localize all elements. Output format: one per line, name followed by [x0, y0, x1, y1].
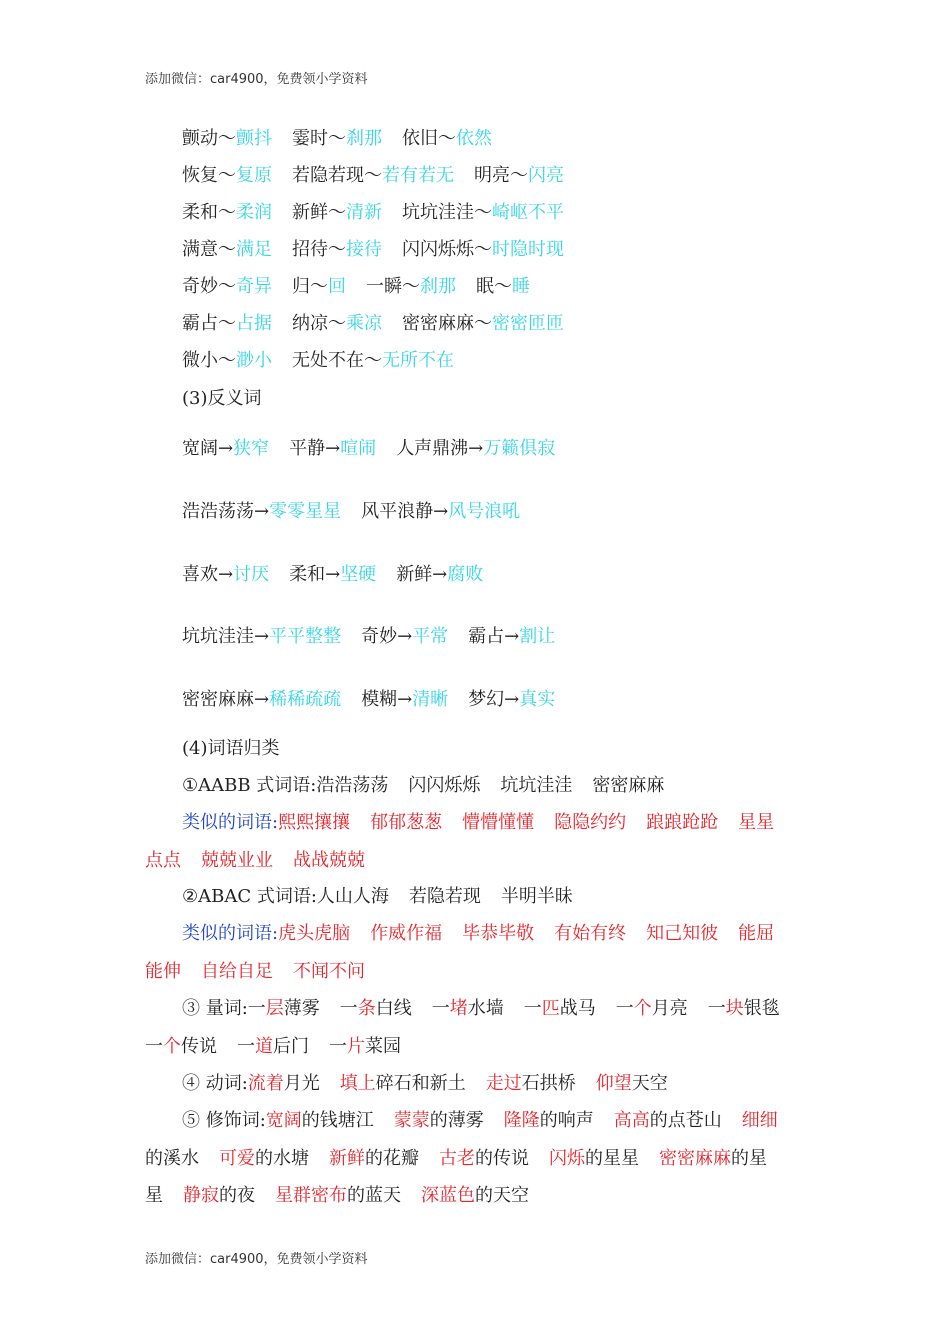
- noun: 传说: [181, 1036, 217, 1057]
- synonym-line: [182, 272, 530, 298]
- word: 毕恭毕敬: [462, 923, 535, 944]
- word: 星星: [738, 812, 775, 833]
- label: ②ABAC 式词语:: [182, 886, 317, 907]
- aabb-similar-line: [182, 808, 774, 834]
- answer: 满足: [236, 239, 272, 260]
- answer: 喧闹: [340, 438, 377, 459]
- modifier: 隆隆: [503, 1110, 540, 1131]
- word: 新鲜→: [396, 564, 448, 585]
- label: ⑤ 修饰词:: [182, 1110, 266, 1131]
- answer: 占据: [236, 313, 272, 334]
- noun: 的天空: [475, 1185, 529, 1206]
- answer: 回: [328, 276, 346, 297]
- object: 天空: [631, 1073, 668, 1094]
- aabb-line: [182, 771, 664, 797]
- answer: 柔润: [236, 202, 272, 223]
- modifier: 可爱: [219, 1148, 255, 1169]
- noun: 的夜: [219, 1185, 255, 1206]
- word: 平静→: [289, 438, 341, 459]
- num: 一: [247, 998, 266, 1019]
- verb: 走过: [485, 1073, 522, 1094]
- measure-word: 个: [163, 1036, 181, 1057]
- modifier: 蒙蒙: [393, 1110, 430, 1131]
- word: 纳凉～: [292, 313, 346, 334]
- modifiers-line-2: [145, 1144, 767, 1170]
- modifier: 宽阔: [265, 1110, 302, 1131]
- word: 一瞬～: [366, 276, 420, 297]
- measure-word: 个: [633, 998, 652, 1019]
- num: 一: [615, 998, 634, 1019]
- noun: 的钱塘江: [301, 1110, 374, 1131]
- word: 不闻不问: [293, 961, 365, 982]
- verb: 流着: [247, 1073, 284, 1094]
- answer: 复原: [236, 165, 272, 186]
- measure-word: 片: [347, 1036, 365, 1057]
- word: 有始有终: [554, 923, 627, 944]
- modifier: 密密麻麻: [659, 1148, 731, 1169]
- page-footer: 添加微信：car4900，免费领小学资料: [145, 1252, 368, 1267]
- object: 碎石和新土: [375, 1073, 466, 1094]
- word: 霎时～: [292, 128, 346, 149]
- measure-line-2: [145, 1032, 401, 1058]
- synonym-line: [182, 309, 564, 335]
- num: 一: [329, 1036, 347, 1057]
- noun: 水墙: [467, 998, 504, 1019]
- word: 密密麻麻～: [402, 313, 492, 334]
- synonym-line: [182, 346, 454, 372]
- modifier: 高高: [613, 1110, 650, 1131]
- word: 闪闪烁烁: [408, 775, 481, 796]
- noun: 的星星: [585, 1148, 639, 1169]
- answer: 万籁俱寂: [483, 438, 556, 459]
- word: 柔和～: [182, 202, 236, 223]
- word: 人声鼎沸→: [396, 438, 484, 459]
- category-heading: (4)词语归类: [182, 738, 280, 759]
- antonym-heading: (3)反义词: [182, 388, 262, 409]
- verb: 仰望: [595, 1073, 632, 1094]
- noun: 战马: [559, 998, 596, 1019]
- synonym-line: [182, 198, 564, 224]
- antonym-line: [182, 497, 520, 523]
- antonym-line: [182, 434, 555, 460]
- word: 归～: [292, 276, 328, 297]
- similar-label: 类似的词语:: [182, 812, 279, 833]
- modifier: 星群密布: [275, 1185, 347, 1206]
- answer: 睡: [512, 276, 530, 297]
- noun: 的花瓣: [365, 1148, 419, 1169]
- word: 新鲜～: [292, 202, 346, 223]
- word: 自给自足: [201, 961, 273, 982]
- answer: 乘凉: [346, 313, 382, 334]
- word: 眠～: [476, 276, 512, 297]
- answer: 平常: [412, 626, 449, 647]
- answer: 崎岖不平: [492, 202, 564, 223]
- measure-word: 块: [725, 998, 744, 1019]
- noun: 的点苍山: [649, 1110, 722, 1131]
- word: 踉踉跄跄: [646, 812, 719, 833]
- num: 一: [707, 998, 726, 1019]
- word: 知己知彼: [646, 923, 719, 944]
- word: 闪闪烁烁～: [402, 239, 492, 260]
- word: 模糊→: [361, 689, 413, 710]
- word: 梦幻→: [468, 689, 520, 710]
- measure-word: 匹: [541, 998, 560, 1019]
- word: 喜欢→: [182, 564, 234, 585]
- answer: 时隐时现: [492, 239, 564, 260]
- word: 兢兢业业: [201, 850, 273, 871]
- word: 若隐若现～: [292, 165, 382, 186]
- num: 一: [237, 1036, 255, 1057]
- word: 坑坑洼洼～: [402, 202, 492, 223]
- modifiers-line: [182, 1106, 778, 1132]
- noun: 的蓝天: [347, 1185, 401, 1206]
- noun: 的星: [731, 1148, 767, 1169]
- abac-similar-line: [182, 919, 774, 945]
- word: 奇妙～: [182, 276, 236, 297]
- answer: 坚硬: [340, 564, 377, 585]
- word: 能屈: [738, 923, 775, 944]
- word: 微小～: [182, 350, 236, 371]
- modifier: 闪烁: [549, 1148, 585, 1169]
- answer: 清晰: [412, 689, 449, 710]
- synonym-line: [182, 235, 564, 261]
- num: 一: [339, 998, 358, 1019]
- noun: 白线: [375, 998, 412, 1019]
- word: 坑坑洼洼→: [182, 626, 270, 647]
- label: ①AABB 式词语:: [182, 775, 317, 796]
- answer: 真实: [519, 689, 556, 710]
- num: 一: [431, 998, 450, 1019]
- object: 月光: [283, 1073, 320, 1094]
- noun: 星: [145, 1185, 163, 1206]
- noun: 的薄雾: [429, 1110, 484, 1131]
- word: 半明半昧: [500, 886, 573, 907]
- answer: 无所不在: [382, 350, 454, 371]
- answer: 若有若无: [382, 165, 454, 186]
- word: 宽阔→: [182, 438, 234, 459]
- label: ③ 量词:: [182, 998, 248, 1019]
- answer: 刹那: [346, 128, 382, 149]
- answer: 接待: [346, 239, 382, 260]
- abac-similar-line-2: [145, 957, 365, 983]
- synonym-line: [182, 161, 564, 187]
- noun: 的水塘: [255, 1148, 309, 1169]
- noun: 后门: [273, 1036, 309, 1057]
- answer: 平平整整: [269, 626, 342, 647]
- word: 点点: [145, 850, 181, 871]
- object: 石拱桥: [521, 1073, 576, 1094]
- modifier: 古老: [439, 1148, 475, 1169]
- modifier: 深蓝色: [421, 1185, 475, 1206]
- answer: 讨厌: [233, 564, 270, 585]
- modifier: 静寂: [183, 1185, 219, 1206]
- measure-word: 条: [357, 998, 376, 1019]
- answer: 奇异: [236, 276, 272, 297]
- word: 风平浪静→: [361, 501, 449, 522]
- answer: 颤抖: [236, 128, 272, 149]
- synonym-line: [182, 124, 492, 150]
- answer: 刹那: [420, 276, 456, 297]
- word: 浩浩荡荡→: [182, 501, 270, 522]
- noun: 薄雾: [283, 998, 320, 1019]
- noun: 菜园: [365, 1036, 401, 1057]
- modifiers-line-3: [145, 1181, 529, 1207]
- measure-word: 层: [265, 998, 284, 1019]
- word: 柔和→: [289, 564, 341, 585]
- word: 郁郁葱葱: [370, 812, 443, 833]
- noun: 的溪水: [145, 1148, 199, 1169]
- word: 明亮～: [474, 165, 528, 186]
- answer: 割让: [519, 626, 556, 647]
- word: 密密麻麻: [592, 775, 665, 796]
- word: 隐隐约约: [554, 812, 627, 833]
- answer: 密密匝匝: [492, 313, 564, 334]
- modifier: 新鲜: [329, 1148, 365, 1169]
- word: 懵懵懂懂: [462, 812, 535, 833]
- word: 熙熙攘攘: [278, 812, 351, 833]
- page-header: 添加微信：car4900，免费领小学资料: [145, 72, 368, 87]
- antonym-line: [182, 685, 555, 711]
- word: 若隐若现: [408, 886, 481, 907]
- word: 招待～: [292, 239, 346, 260]
- word: 人山人海: [316, 886, 389, 907]
- verbs-line: [182, 1069, 668, 1095]
- word: 密密麻麻→: [182, 689, 270, 710]
- word: 战战兢兢: [293, 850, 365, 871]
- word: 奇妙→: [361, 626, 413, 647]
- answer: 腐败: [447, 564, 484, 585]
- word: 霸占→: [468, 626, 520, 647]
- noun: 银毯: [743, 998, 780, 1019]
- antonym-line: [182, 622, 555, 648]
- antonym-line: [182, 560, 483, 586]
- abac-line: [182, 882, 573, 908]
- word: 依旧～: [402, 128, 456, 149]
- word: 浩浩荡荡: [316, 775, 389, 796]
- answer: 零零星星: [269, 501, 342, 522]
- num: 一: [145, 1036, 163, 1057]
- word: 霸占～: [182, 313, 236, 334]
- word: 无处不在～: [292, 350, 382, 371]
- answer: 风号浪吼: [448, 501, 521, 522]
- word: 颤动～: [182, 128, 236, 149]
- answer: 狭窄: [233, 438, 270, 459]
- word: 满意～: [182, 239, 236, 260]
- modifier: 细细: [741, 1110, 778, 1131]
- answer: 稀稀疏疏: [269, 689, 342, 710]
- similar-label: 类似的词语:: [182, 923, 279, 944]
- answer: 依然: [456, 128, 492, 149]
- word: 作威作福: [370, 923, 443, 944]
- word: 恢复～: [182, 165, 236, 186]
- answer: 渺小: [236, 350, 272, 371]
- measure-line: [182, 994, 780, 1020]
- word: 虎头虎脑: [278, 923, 351, 944]
- label: ④ 动词:: [182, 1073, 248, 1094]
- answer: 清新: [346, 202, 382, 223]
- verb: 填上: [339, 1073, 376, 1094]
- noun: 的响声: [539, 1110, 594, 1131]
- measure-word: 道: [255, 1036, 273, 1057]
- answer: 闪亮: [528, 165, 564, 186]
- measure-word: 堵: [449, 998, 468, 1019]
- word: 能伸: [145, 961, 181, 982]
- aabb-similar-line-2: [145, 846, 365, 872]
- noun: 的传说: [475, 1148, 529, 1169]
- word: 坑坑洼洼: [500, 775, 573, 796]
- noun: 月亮: [651, 998, 688, 1019]
- num: 一: [523, 998, 542, 1019]
